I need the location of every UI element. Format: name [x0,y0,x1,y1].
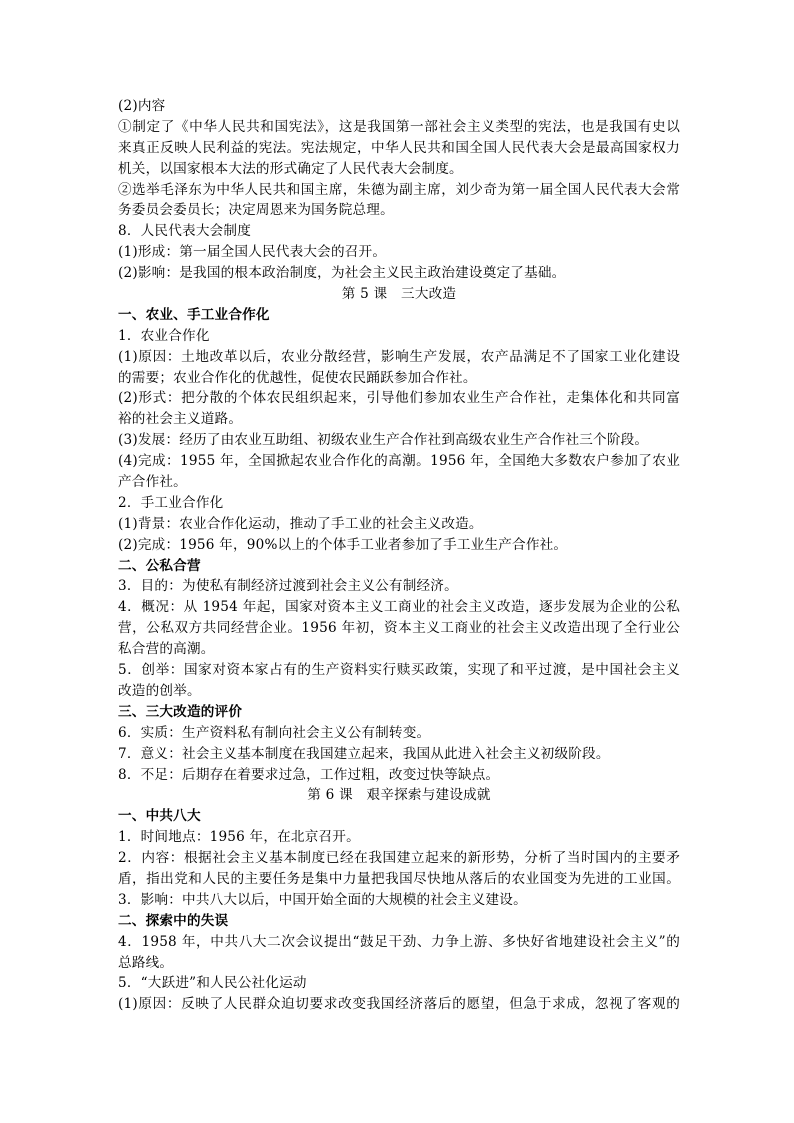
text-line: (2)完成：1956 年，90%以上的个体手工业者参加了手工业生产合作社。 [118,536,568,553]
text-line: 3．目的：为使私有制经济过渡到社会主义公有制经济。 [118,578,458,595]
section-heading: 二、探索中的失误 [118,912,229,929]
document-body [118,96,680,1015]
text-line: 盾，指出党和人民的主要任务是集中力量把我国尽快地从落后的农业国变为先进的工业国。 [118,870,680,887]
text-line: 改造的创举。 [118,682,201,699]
text-line: (1)背景：农业合作化运动，推动了手工业的社会主义改造。 [118,515,483,532]
text-line: (3)发展：经历了由农业互助组、初级农业生产合作社到高级农业生产合作社三个阶段。 [118,432,649,449]
text-line: 私合营的高潮。 [118,641,215,658]
text-line: 1．农业合作化 [118,327,210,344]
section-heading: 一、农业、手工业合作化 [118,306,270,323]
text-line: (1)原因：土地改革以后，农业分散经营，影响生产发展，农产品满足不了国家工业化建设 [118,348,680,365]
section-heading: 一、中共八大 [118,808,201,825]
lesson-title: 第 6 课 艰辛探索与建设成就 [307,787,491,804]
section-heading: 三、三大改造的评价 [118,703,243,720]
text-line: 裕的社会主义道路。 [118,411,243,428]
text-line: (1)原因：反映了人民群众迫切要求改变我国经济落后的愿望，但急于求成，忽视了客观的 [118,996,680,1013]
text-line: 3．影响：中共八大以后，中国开始全面的大规模的社会主义建设。 [118,891,527,908]
text-line: 8．不足：后期存在着要求过急，工作过粗，改变过快等缺点。 [118,766,500,783]
text-line: 5．创举：国家对资本家占有的生产资料实行赎买政策，实现了和平过渡，是中国社会主义 [118,662,680,679]
text-line: (2)内容 [118,98,166,114]
text-line: ②选举毛泽东为中华人民共和国主席，朱德为副主席，刘少奇为第一届全国人民代表大会常 [118,181,680,198]
text-line: 7．意义：社会主义基本制度在我国建立起来，我国从此进入社会主义初级阶段。 [118,745,610,762]
text-line: 的需要；农业合作化的优越性，促使农民踊跃参加合作社。 [118,369,477,386]
document-page [118,96,680,1015]
text-line: 2．内容：根据社会主义基本制度已经在我国建立起来的新形势，分析了当时国内的主要矛 [118,850,680,867]
text-line: 4．1958 年，中共八大二次会议提出“鼓足干劲、力争上游、多快好省地建设社会主义”的 [118,933,680,950]
text-line: 4．概况：从 1954 年起，国家对资本主义工商业的社会主义改造，逐步发展为企业的公私 [118,599,680,616]
text-line: ①制定了《中华人民共和国宪法》，这是我国第一部社会主义类型的宪法，也是我国有史以 [118,118,680,135]
lesson-title: 第 5 课 三大改造 [341,286,457,303]
text-line: 营，公私双方共同经营企业。1956 年初，资本主义工商业的社会主义改造出现了全行业公 [118,620,680,637]
text-line: 5．“大跃进”和人民公社化运动 [118,975,307,992]
text-line: (2)影响：是我国的根本政治制度，为社会主义民主政治建设奠定了基础。 [118,265,566,282]
text-line: 务委员会委员长；决定周恩来为国务院总理。 [118,202,394,219]
text-line: 机关，以国家根本大法的形式确定了人民代表大会制度。 [118,160,463,177]
section-heading: 二、公私合营 [118,557,201,574]
text-line: 来真正反映人民利益的宪法。宪法规定，中华人民共和国全国人民代表大会是最高国家权力 [118,139,680,156]
text-line: (1)形成：第一届全国人民代表大会的召开。 [118,244,387,261]
text-line: 1．时间地点：1956 年，在北京召开。 [118,829,360,846]
text-line: 8．人民代表大会制度 [118,223,251,240]
text-line: (2)形式：把分散的个体农民组织起来，引导他们参加农业生产合作社，走集体化和共同富 [118,390,680,407]
text-line: 产合作社。 [118,474,187,491]
text-line: (4)完成：1955 年，全国掀起农业合作化的高潮。1956 年，全国绝大多数农户参加了农业 [118,453,680,470]
text-line: 6．实质：生产资料私有制向社会主义公有制转变。 [118,724,431,741]
text-line: 总路线。 [118,954,174,971]
text-line: 2．手工业合作化 [118,494,224,511]
